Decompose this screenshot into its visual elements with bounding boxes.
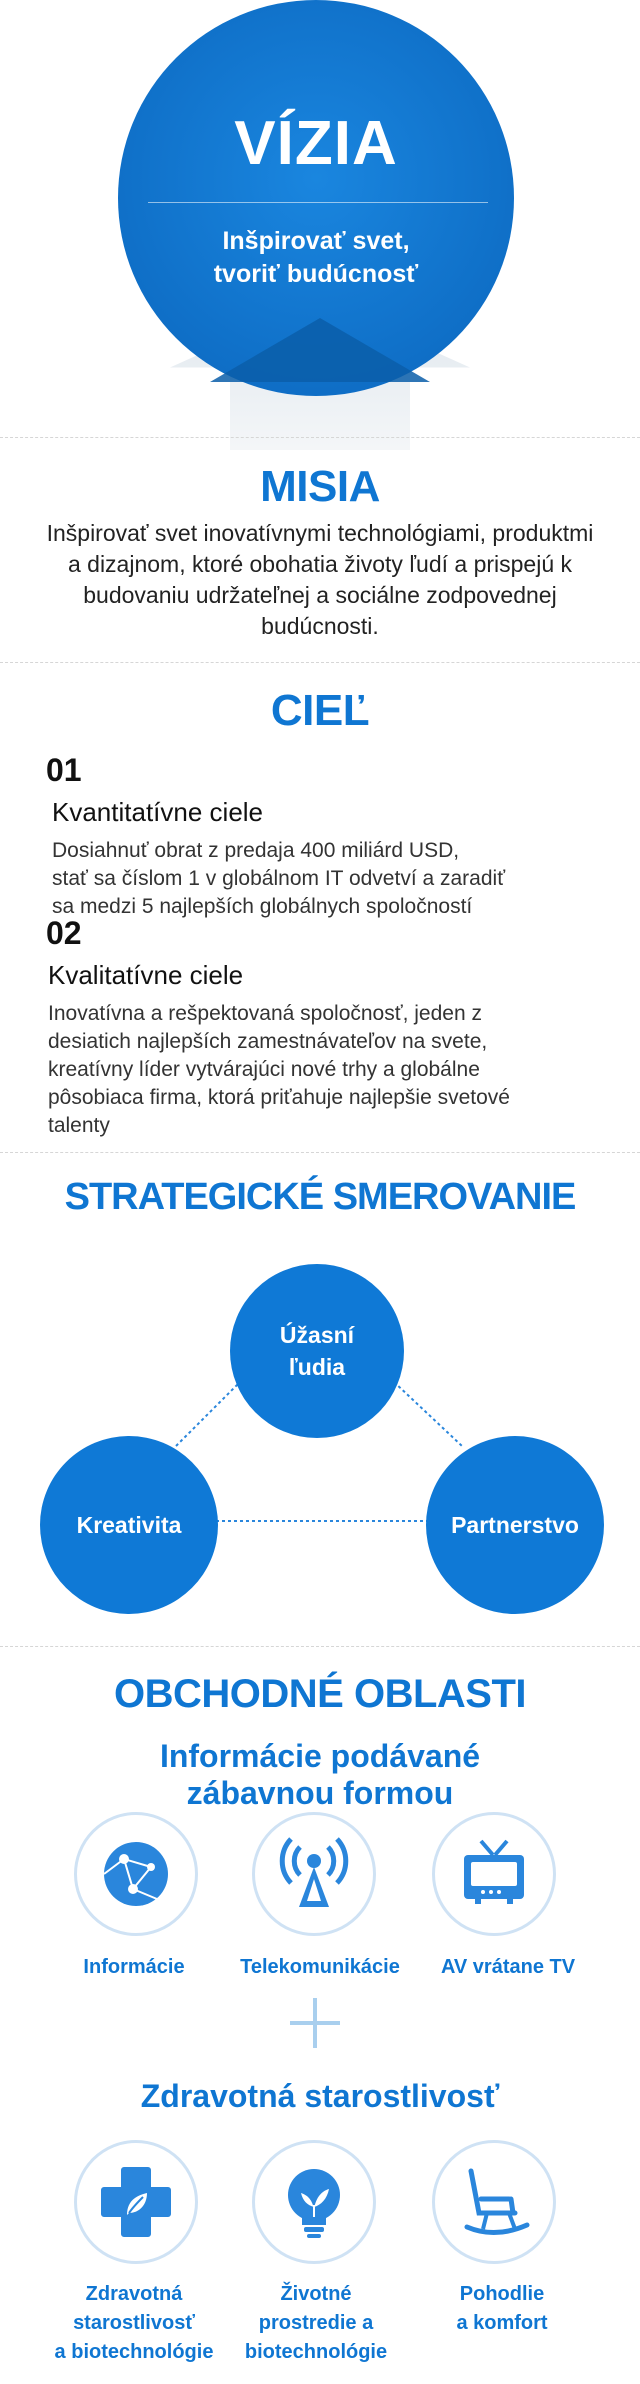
connector-line — [176, 1382, 240, 1446]
strategy-node-partnership — [426, 1436, 604, 1614]
vision-title: VÍZIA — [234, 109, 398, 178]
comfort-ring — [432, 2140, 556, 2264]
strategy-node-label: Úžasní — [279, 1322, 355, 1348]
strategy-node-label: Kreativita — [76, 1512, 182, 1538]
subhead-line: zábavnou formou — [186, 1775, 454, 1811]
vision-subtitle-line: tvoriť budúcnosť — [213, 260, 419, 288]
goal-title: Kvantitatívne ciele — [52, 797, 264, 827]
mission-text: Inšpirovať svet inovatívnymi technológiami, produktmi a dizajnom, ktoré obohatia životy ľudí a prispejú k budovaniu udržateľnej a sociálne zodpovednej budúcnosti. — [46, 520, 594, 639]
information-ring — [74, 1812, 198, 1936]
goals-title: CIEĽ — [270, 686, 370, 735]
business-item-label — [414, 2280, 590, 2338]
goal-text — [52, 837, 505, 921]
goal-number: 01 — [46, 752, 82, 788]
business-item-label-line: Pohodlie — [459, 2283, 545, 2305]
strategy-title: STRATEGICKÉ SMEROVANIE — [64, 1176, 576, 1218]
strategy-node-creativity — [40, 1436, 218, 1614]
strategy-node-label: Partnerstvo — [451, 1512, 579, 1538]
goal-text-line: desiatich najlepších zamestnávateľov na svete, — [48, 1030, 488, 1053]
business-item-label-line: Životné — [280, 2283, 352, 2305]
vision-subtitle-line: Inšpirovať svet, — [222, 227, 410, 255]
strategy-node-label: ľudia — [288, 1354, 346, 1380]
healthcare-ring — [74, 2140, 198, 2264]
antenna-icon — [255, 1815, 373, 1933]
business-group2-title: Zdravotná starostlivosť — [140, 2078, 500, 2114]
business-item-label: AV vrátane TV — [440, 1956, 576, 1978]
vision-subtitle — [140, 225, 492, 291]
business-title: OBCHODNÉ OBLASTI — [114, 1672, 526, 1716]
goal-text-line: pôsobiaca firma, ktorá priťahuje najlepšie svetové — [48, 1086, 510, 1109]
environment-ring — [252, 2140, 376, 2264]
business-item-label-line: a biotechnológie — [54, 2341, 214, 2363]
goal-title: Kvalitatívne ciele — [48, 960, 244, 990]
mission-title: MISIA — [260, 462, 380, 511]
business-item-label-line: starostlivosť — [73, 2312, 195, 2334]
business-group1-title — [0, 1738, 640, 1812]
section-divider — [0, 1152, 640, 1153]
subhead-line: Informácie podávané — [159, 1738, 481, 1774]
plus-icon — [290, 1998, 340, 2048]
business-item-label — [40, 2280, 228, 2367]
telecom-ring — [252, 1812, 376, 1936]
goal-text-line: Dosiahnuť obrat z predaja 400 miliárd USD, — [52, 839, 460, 862]
business-item-label-line: Zdravotná — [85, 2283, 183, 2305]
business-item-label — [226, 2280, 406, 2367]
tv-icon — [435, 1815, 553, 1933]
connector-line — [394, 1382, 462, 1446]
medical-cross-icon — [77, 2143, 195, 2261]
vision-divider — [148, 202, 488, 203]
section-divider — [0, 437, 640, 438]
business-item-label: Telekomunikácie — [240, 1956, 400, 1978]
goal-text-line: talenty — [48, 1114, 110, 1137]
bulb-leaf-icon — [255, 2143, 373, 2261]
business-item-label: Informácie — [83, 1956, 185, 1978]
business-item-label-line: prostredie a — [258, 2312, 374, 2334]
goal-text-line: stať sa číslom 1 v globálnom IT odvetví a zaradiť — [52, 867, 506, 890]
globe-icon — [77, 1815, 195, 1933]
goal-text-line: Inovatívna a rešpektovaná spoločnosť, jeden z — [48, 1002, 482, 1025]
business-item-label-line: biotechnológie — [244, 2341, 388, 2363]
goal-text-line: kreatívny líder vytvárajúci nové trhy a globálne — [48, 1058, 480, 1081]
business-item-label-line: a komfort — [456, 2312, 548, 2334]
goal-text-line: sa medzi 5 najlepších globálnych spoločností — [52, 895, 473, 918]
tv-ring — [432, 1812, 556, 1936]
rocking-chair-icon — [435, 2143, 553, 2261]
goal-number: 02 — [46, 915, 82, 951]
section-divider — [0, 662, 640, 663]
strategy-node-people — [230, 1264, 404, 1438]
section-divider — [0, 1646, 640, 1647]
goal-text — [48, 1000, 510, 1140]
